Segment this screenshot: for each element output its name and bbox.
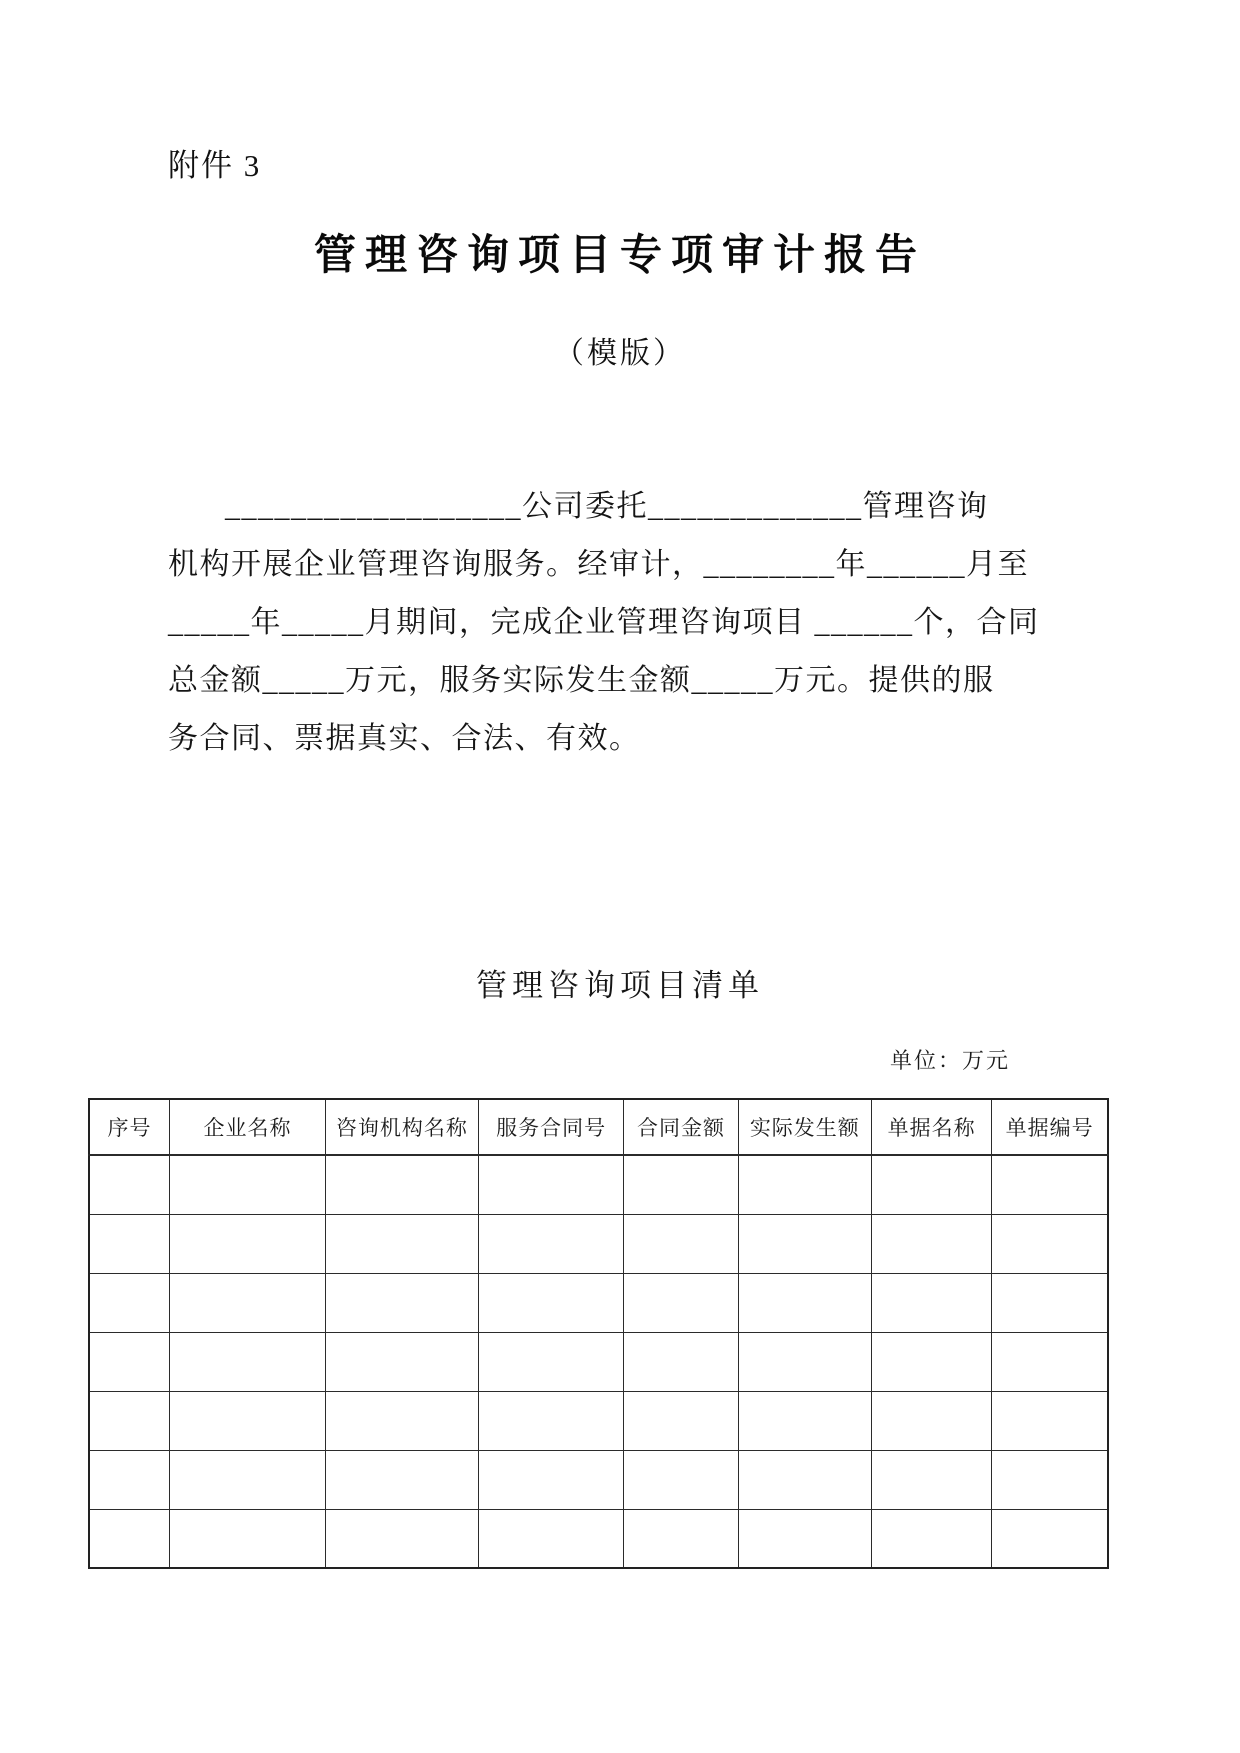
table-cell xyxy=(992,1450,1108,1509)
table-cell xyxy=(89,1273,170,1332)
table-cell xyxy=(170,1155,326,1214)
table-row xyxy=(89,1450,1108,1509)
project-list-title: 管理咨询项目清单 xyxy=(476,968,764,1003)
table-cell xyxy=(738,1391,871,1450)
table-cell xyxy=(738,1273,871,1332)
table-cell xyxy=(325,1391,478,1450)
table-cell xyxy=(738,1332,871,1391)
table-cell xyxy=(478,1273,624,1332)
table-cell xyxy=(325,1273,478,1332)
table-cell xyxy=(170,1214,326,1273)
column-header: 单据名称 xyxy=(872,1099,992,1155)
table-cell xyxy=(624,1391,738,1450)
table-cell xyxy=(992,1273,1108,1332)
table-cell xyxy=(170,1509,326,1568)
table-cell xyxy=(325,1450,478,1509)
table-row xyxy=(89,1214,1108,1273)
table-cell xyxy=(624,1155,738,1214)
paragraph-line: __________________公司委托_____________管理咨询 xyxy=(225,490,989,523)
table-cell xyxy=(478,1391,624,1450)
table-cell xyxy=(624,1214,738,1273)
table-cell xyxy=(992,1509,1108,1568)
table-row xyxy=(89,1155,1108,1214)
table-row xyxy=(89,1391,1108,1450)
table-cell xyxy=(478,1450,624,1509)
table-cell xyxy=(325,1155,478,1214)
column-header: 合同金额 xyxy=(624,1099,738,1155)
project-table xyxy=(88,1098,1109,1569)
table-cell xyxy=(170,1450,326,1509)
table-cell xyxy=(89,1155,170,1214)
attachment-label: 附件 3 xyxy=(168,148,262,183)
table-cell xyxy=(89,1450,170,1509)
table-header-row xyxy=(89,1099,1108,1155)
column-header: 服务合同号 xyxy=(478,1099,624,1155)
table-cell xyxy=(478,1509,624,1568)
unit-label: 单位：万元 xyxy=(889,1048,1010,1073)
table-cell xyxy=(872,1450,992,1509)
table-cell xyxy=(478,1214,624,1273)
table-cell xyxy=(170,1391,326,1450)
table-cell xyxy=(624,1450,738,1509)
table-cell xyxy=(325,1332,478,1391)
table-cell xyxy=(992,1214,1108,1273)
table-cell xyxy=(170,1273,326,1332)
table-cell xyxy=(992,1391,1108,1450)
column-header: 单据编号 xyxy=(992,1099,1108,1155)
table-cell xyxy=(992,1332,1108,1391)
table-row xyxy=(89,1332,1108,1391)
table-cell xyxy=(325,1214,478,1273)
paragraph-line: 务合同、票据真实、合法、有效。 xyxy=(168,722,641,755)
table-cell xyxy=(325,1509,478,1568)
table-cell xyxy=(738,1155,871,1214)
document-subtitle: （模版） xyxy=(554,337,686,370)
table-cell xyxy=(872,1332,992,1391)
table-cell xyxy=(738,1509,871,1568)
table-cell xyxy=(738,1450,871,1509)
table-cell xyxy=(872,1214,992,1273)
table-cell xyxy=(89,1509,170,1568)
table-cell xyxy=(872,1273,992,1332)
table-body xyxy=(89,1155,1108,1568)
table-row xyxy=(89,1273,1108,1332)
table-cell xyxy=(872,1155,992,1214)
table-cell xyxy=(478,1155,624,1214)
table-cell xyxy=(992,1155,1108,1214)
table-cell xyxy=(89,1391,170,1450)
column-header: 企业名称 xyxy=(170,1099,326,1155)
table-cell xyxy=(624,1273,738,1332)
paragraph-line: 机构开展企业管理咨询服务。经审计，________年______月至 xyxy=(168,548,1029,581)
paragraph-line: 总金额_____万元，服务实际发生金额_____万元。提供的服 xyxy=(168,664,995,697)
table-cell xyxy=(478,1332,624,1391)
table-cell xyxy=(872,1509,992,1568)
body-paragraph xyxy=(168,478,1078,768)
table-cell xyxy=(872,1391,992,1450)
table-cell xyxy=(89,1214,170,1273)
table-cell xyxy=(738,1214,871,1273)
table-cell xyxy=(89,1332,170,1391)
column-header: 咨询机构名称 xyxy=(325,1099,478,1155)
column-header: 序号 xyxy=(89,1099,170,1155)
table-cell xyxy=(624,1509,738,1568)
document-title: 管理咨询项目专项审计报告 xyxy=(313,231,926,278)
column-header: 实际发生额 xyxy=(738,1099,871,1155)
table-row xyxy=(89,1509,1108,1568)
table-cell xyxy=(170,1332,326,1391)
table-cell xyxy=(624,1332,738,1391)
paragraph-line: _____年_____月期间，完成企业管理咨询项目 ______个，合同 xyxy=(168,606,1040,639)
